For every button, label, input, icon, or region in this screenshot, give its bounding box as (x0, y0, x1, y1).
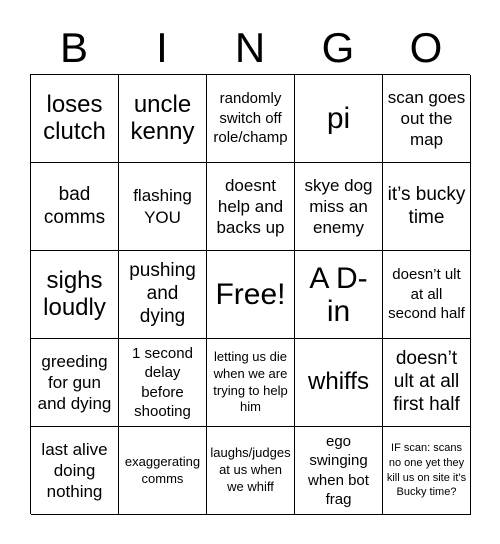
bingo-cell-r5c4[interactable]: ego swinging when bot frag (295, 427, 383, 515)
bingo-cell-r1c5[interactable]: scan goes out the map (383, 75, 471, 163)
bingo-cell-r4c2[interactable]: 1 second delay before shooting (119, 339, 207, 427)
bingo-cell-r2c2[interactable]: flashing YOU (119, 163, 207, 251)
bingo-cell-r1c4[interactable]: pi (295, 75, 383, 163)
bingo-cell-r1c2[interactable]: uncle kenny (119, 75, 207, 163)
bingo-cell-r5c2[interactable]: exaggerating comms (119, 427, 207, 515)
bingo-header (30, 22, 470, 74)
bingo-cell-r5c5[interactable]: IF scan: scans no one yet they kill us on site it’s Bucky time? (383, 427, 471, 515)
bingo-cell-r5c1[interactable]: last alive doing nothing (31, 427, 119, 515)
bingo-cell-r1c1[interactable]: loses clutch (31, 75, 119, 163)
header-letter-n: N (234, 24, 266, 71)
bingo-cell-r4c3[interactable]: letting us die when we are trying to help him (207, 339, 295, 427)
header-letter-g: G (321, 24, 355, 71)
bingo-cell-r3c5[interactable]: doesn’t ult at all second half (383, 251, 471, 339)
bingo-cell-r5c3[interactable]: laughs/judges at us when we whiff (207, 427, 295, 515)
header-letter-i: I (156, 24, 168, 71)
bingo-cell-r4c1[interactable]: greeding for gun and dying (31, 339, 119, 427)
bingo-cell-r2c4[interactable]: skye dog miss an enemy (295, 163, 383, 251)
bingo-cell-r2c5[interactable]: it’s bucky time (383, 163, 471, 251)
bingo-cell-r2c1[interactable]: bad comms (31, 163, 119, 251)
bingo-cell-r3c1[interactable]: sighs loudly (31, 251, 119, 339)
bingo-cell-r2c3[interactable]: doesnt help and backs up (207, 163, 295, 251)
bingo-cell-r3c3-free[interactable]: Free! (207, 251, 295, 339)
bingo-cell-r3c4[interactable]: A D-in (295, 251, 383, 339)
header-letter-b: B (59, 24, 88, 71)
header-letter-o: O (409, 24, 443, 71)
bingo-cell-r3c2[interactable]: pushing and dying (119, 251, 207, 339)
bingo-cell-r4c4[interactable]: whiffs (295, 339, 383, 427)
bingo-cell-r4c5[interactable]: doesn’t ult at all first half (383, 339, 471, 427)
bingo-board (30, 74, 470, 514)
bingo-cell-r1c3[interactable]: randomly switch off role/champ (207, 75, 295, 163)
